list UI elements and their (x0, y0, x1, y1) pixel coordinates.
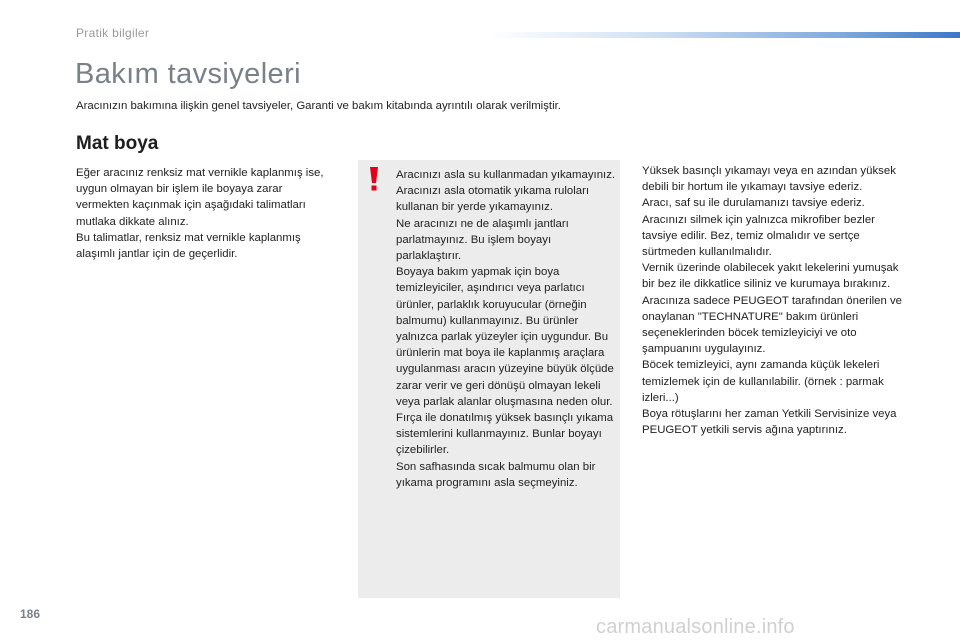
column-3 (642, 163, 907, 438)
watermark: carmanualsonline.info (596, 616, 795, 638)
page-number: 186 (20, 607, 41, 621)
paragraph: Böcek temizleyici, aynı zamanda küçük lekeleri temizlemek için de kullanılabilir. (örnek : parmak izleri...) (642, 359, 884, 404)
exclamation-icon (369, 167, 379, 191)
warning-paragraph: Ne aracınızı ne de alaşımlı jantları parlatmayınız. Bu işlem boyayı parlaklaştırır. (396, 217, 569, 263)
paragraph: Aracı, saf su ile durulamanızı tavsiye ederiz. (642, 197, 865, 210)
paragraph: Aracınıza sadece PEUGEOT tarafından önerilen ve onaylanan "TECHNATURE" bakım ürünleri seçeneklerinden böcek temizleyiciyi ve oto şampuanını uygulayınız. (642, 294, 903, 356)
warning-text (396, 167, 618, 491)
section-label: Pratik bilgiler (76, 26, 150, 40)
intro-text: Aracınızın bakımına ilişkin genel tavsiyeler, Garanti ve bakım kitabında ayrıntılı olarak verilmiştir. (76, 100, 561, 112)
paragraph: Vernik üzerinde olabilecek yakıt lekelerini yumuşak bir bez ile dikkatlice siliniz ve kurumaya bırakınız. (642, 262, 899, 291)
paragraph: Eğer aracınız renksiz mat vernikle kaplanmış ise, uygun olmayan bir işlem ile boyaya zarar vermekten kaçınmak için aşağıdaki talimatları mutlaka dikkate alınız. (76, 167, 324, 228)
paragraph: Bu talimatlar, renksiz mat vernikle kaplanmış alaşımlı jantlar için de geçerlidir. (76, 231, 301, 261)
warning-paragraph: Boyaya bakım yapmak için boya temizleyiciler, aşındırıcı veya parlatıcı ürünler, parlaklık koruyucular (örneğin balmumu) kullanmayınız. Bu ürünler yalnızca parlak yüzeyler için uygundur. Bu ürünlerin mat boya ile kaplanmış araçlara uygulanması aracın yüzeyine büyük ölçüde zarar verir ve geri dönüşü olmayan lekeli veya parlak alanlar oluşmasına neden olur. (396, 266, 614, 408)
warning-paragraph: Aracınızı asla su kullanmadan yıkamayınız. (396, 169, 616, 181)
paragraph: Boya rötuşlarını her zaman Yetkili Servisinize veya PEUGEOT yetkili servis ağına yaptırınız. (642, 408, 897, 437)
warning-paragraph: Aracınızı asla otomatik yıkama ruloları kullanan bir yerde yıkamayınız. (396, 185, 590, 214)
subheading-mat-boya: Mat boya (76, 133, 159, 154)
warning-paragraph: Fırça ile donatılmış yüksek basınçlı yıkama sistemlerini kullanmayınız. Bunlar boyayı çizebilirler. (396, 412, 614, 457)
header-accent-bar (490, 32, 960, 38)
column-1 (76, 165, 338, 262)
warning-paragraph: Son safhasında sıcak balmumu olan bir yıkama programını asla seçmeyiniz. (396, 460, 596, 489)
page-title: Bakım tavsiyeleri (75, 58, 301, 90)
paragraph: Aracınızı silmek için yalnızca mikrofiber bezler tavsiye edilir. Bez, temiz olmalıdır ve sertçe sürtmeden kullanılmalıdır. (642, 213, 875, 259)
paragraph: Yüksek basınçlı yıkamayı veya en azından yüksek debili bir hortum ile yıkamayı tavsiye ederiz. (642, 165, 896, 194)
